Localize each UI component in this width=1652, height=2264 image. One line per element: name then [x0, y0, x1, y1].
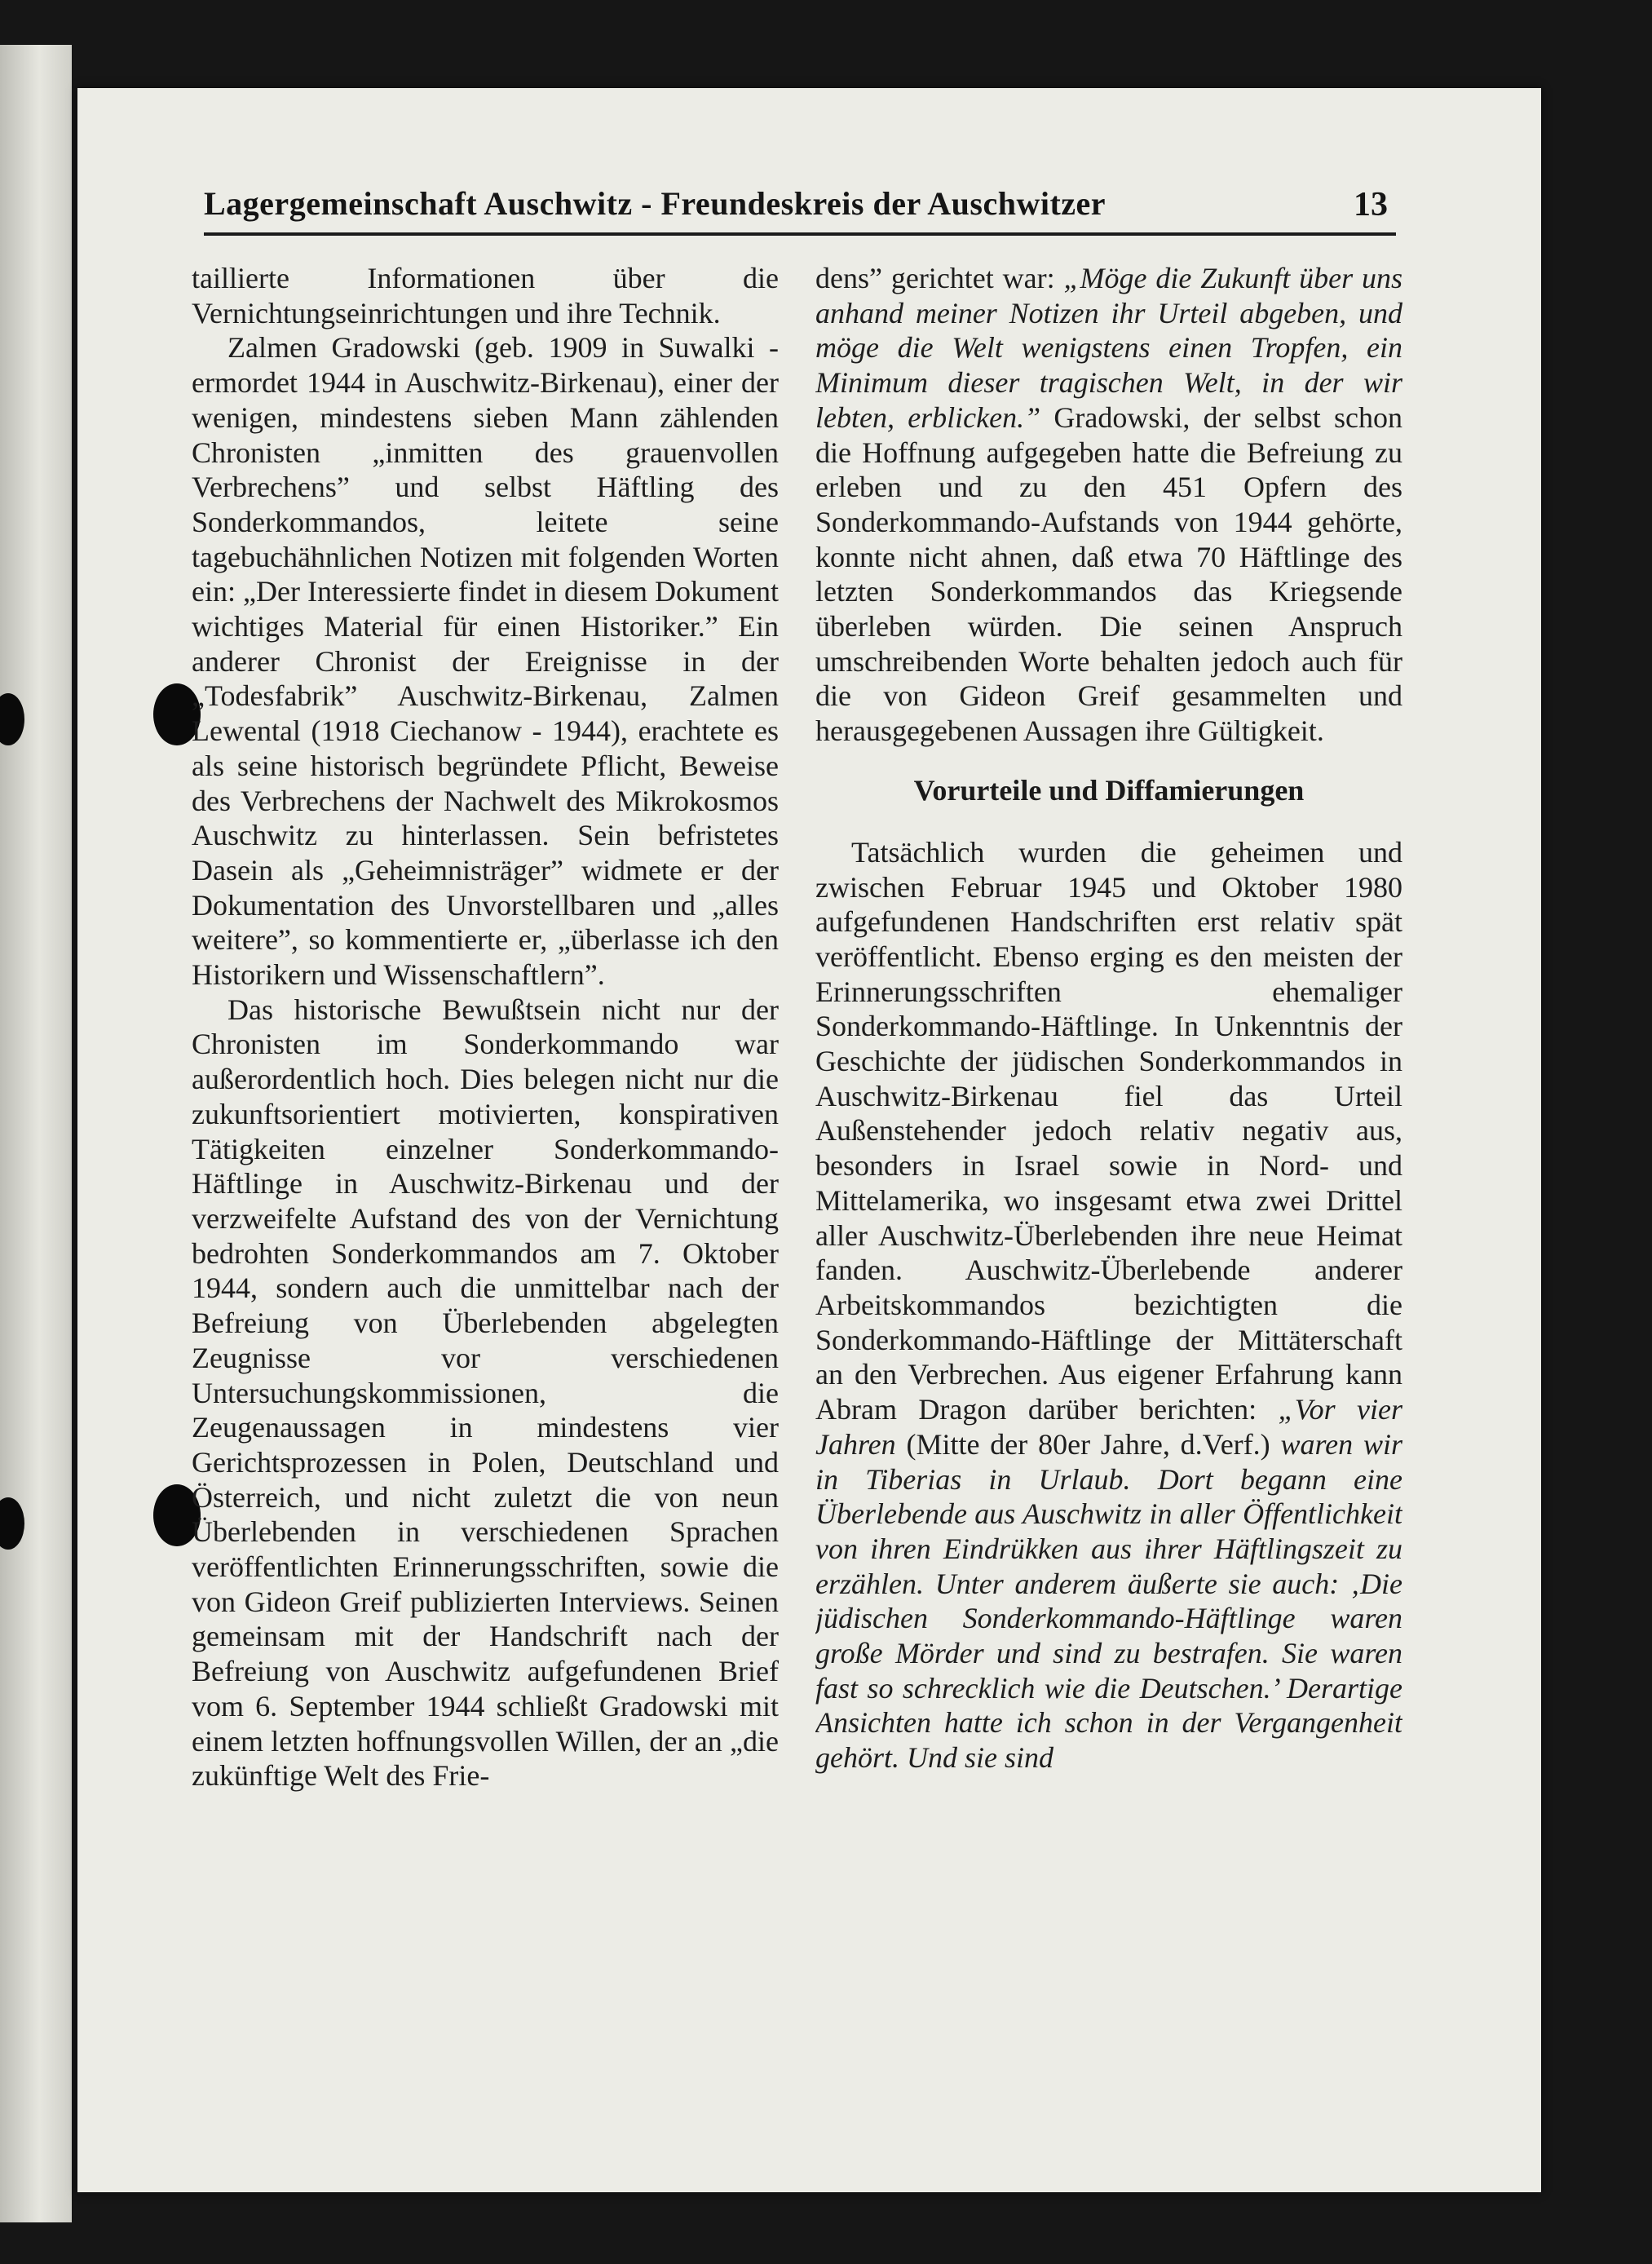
text-run: Tatsächlich wurden die geheimen und zwischen Februar 1945 und Oktober 1980 aufgefundenen Handschriften erst relativ spät veröffentlicht. Ebenso erging es den meisten der Erinnerungsschriften ehemaliger Sonderkommando-Häftlinge. In Unkenntnis der Geschichte der jüdischen Sonderkommandos in Auschwitz-Birkenau fiel das Urteil Außenstehender jedoch relativ negativ aus, besonders in Israel sowie in Nord- und Mittelamerika, wo insgesamt etwa zwei Drittel aller Auschwitz-Überlebenden ihre neue Heimat fanden. Auschwitz-Überlebende anderer Arbeitskommandos bezichtigten die Sonderkommando-Häftlinge der Mittäterschaft an den Verbrechen. Aus eigener Erfahrung kann Abram Dragon darüber berichten:: [815, 835, 1402, 1426]
paragraph: taillierte Informationen über die Vernichtungseinrichtungen und ihre Technik.: [192, 262, 779, 329]
paragraph: Das historische Bewußtsein nicht nur der Chronisten im Sonderkommando war außerordentlich hoch. Dies belegen nicht nur die zukunftsorientiert motivierten, konspirativen Tätigkeiten einzelner Sonderkommando-Häftlinge in Auschwitz-Birkenau und der verzweifelte Aufstand des von der Vernichtung bedrohten Sonderkommandos am 7. Oktober 1944, sondern auch die unmittelbar nach der Befreiung von Überlebenden abgelegten Zeugnisse vor verschiedenen Untersuchungskommissionen, die Zeugenaussagen in mindestens vier Gerichtsprozessen in Polen, Deutschland und Österreich, und nicht zuletzt die von neun Überlebenden in verschiedenen Sprachen veröffentlichten Erinnerungsschriften, sowie die von Gideon Greif publizierten Interviews. Seinen gemeinsam mit der Handschrift nach der Befreiung von Auschwitz aufgefundenen Brief vom 6. September 1944 schließt Gradowski mit einem letzten hoffnungsvollen Willen, der an „die zukünftige Welt des Frie-: [192, 993, 779, 1793]
paragraph: [815, 835, 1402, 1775]
facing-page-edge: [0, 45, 72, 2222]
text-run: Gradowski, der selbst schon die Hoffnung aufgegeben hatte die Befreiung zu erleben und zu den 451 Opfern des Sonderkommando-Aufstands von 1944 gehörte, konnte nicht ahnen, daß etwa 70 Häftlinge des letzten Sonderkommandos das Kriegsende überleben würden. Die seinen Anspruch umschreibenden Worte behalten jedoch auch für die von Gideon Greif gesammelten und herausgegebenen Aussagen ihre Gültigkeit.: [815, 400, 1402, 748]
paragraph: [815, 261, 1402, 749]
page-number: 13: [1354, 186, 1388, 223]
right-column: [815, 261, 1402, 2145]
running-header: [204, 175, 1396, 236]
paragraph: Zalmen Gradowski (geb. 1909 in Suwalki - ermordet 1944 in Auschwitz-Birkenau), einer der wenigen, mindestens sieben Mann zählenden Chronisten „inmitten des grauenvollen Verbrechens” und selbst Häftling des Sonderkommandos, leitete seine tagebuchähnlichen Notizen mit folgenden Worten ein: „Der Interessierte findet in diesem Dokument wichtiges Material für einen Historiker.” Ein anderer Chronist der Ereignisse in der „Todesfabrik” Auschwitz-Birkenau, Zalmen Lewental (1918 Ciechanow - 1944), erachtete es als seine historisch begründete Pflicht, Beweise des Verbrechens der Nachwelt des Mikrokosmos Auschwitz zu hinterlassen. Sein befristetes Dasein als „Geheimnisträger” widmete er der Dokumentation des Unvorstellbaren und „alles weitere”, so kommentierte er, „überlasse ich den Historikern und Wissenschaftlern”.: [192, 331, 779, 992]
left-column: [192, 261, 779, 2145]
header-title: Lagergemeinschaft Auschwitz - Freundeskreis der Auschwitzer: [204, 185, 1106, 222]
quote-run: „Vor vier Jahren: [815, 1393, 1402, 1461]
text-run: dens” gerichtet war:: [815, 262, 1064, 294]
text-run: (Mitte der 80er Jahre, d.Verf.): [895, 1427, 1281, 1461]
section-heading: Vorurteile und Diffamierungen: [913, 773, 1305, 807]
quote-run: waren wir in Tiberias in Urlaub. Dort begann eine Überlebende aus Auschwitz in aller Öffentlichkeit von ihren Eindrükken aus ihrer Häftlingszeit zu erzählen. Unter anderem äußerte sie auch: ‚Die jüdischen Sonderkommando-Häftlinge waren große Mörder und sind zu bestrafen. Sie waren fast so schrecklich wie die Deutschen.’ Derartige Ansichten hatte ich schon in der Vergangenheit gehört. Und sie sind: [815, 1427, 1402, 1775]
quote-run: „Möge die Zukunft über uns anhand meiner Notizen ihr Urteil abgeben, und möge die Welt wenigstens einen Tropfen, ein Minimum dieser tragischen Welt, in der wir lebten, erblicken.”: [815, 262, 1402, 434]
